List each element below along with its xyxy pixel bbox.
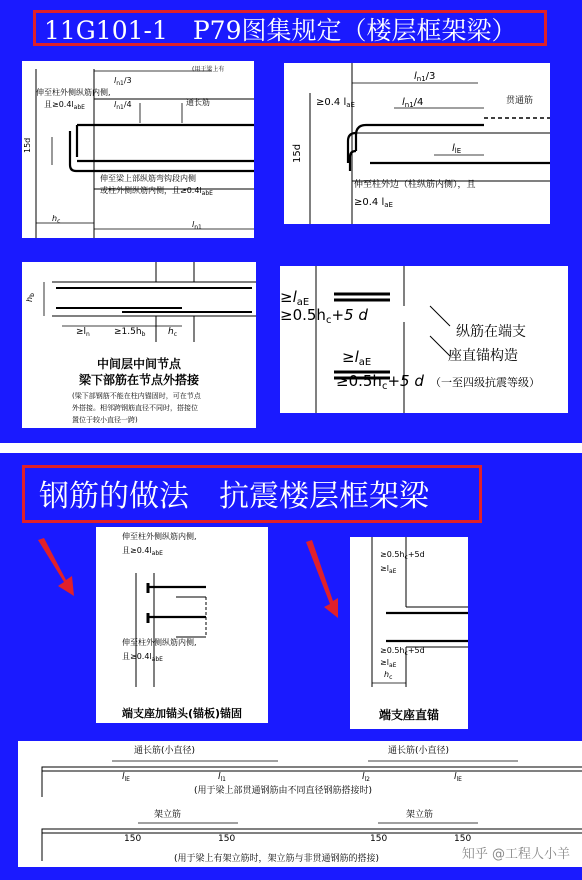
fig-c-geln: $\ge l_n$ xyxy=(76,327,90,338)
fig-g-l2: $l_{l1}$ xyxy=(218,772,226,783)
fig-e-bot1: 伸至柱外侧纵筋内侧, xyxy=(122,638,197,647)
slide-divider xyxy=(0,443,582,453)
fig-g-through-small1: 通长筋(小直径) xyxy=(134,746,196,756)
fig-a-bottom-note2: 或柱外侧纵筋内侧，且$\ge 0.4l_{abE}$ xyxy=(100,186,213,197)
figure-e-drawing xyxy=(96,527,268,723)
fig-f-b2: $\ge l_{aE}$ xyxy=(380,658,397,669)
fig-g-l4: $l_{lE}$ xyxy=(454,772,462,783)
fig-b-ln1-3: $l_{n1}/3$ xyxy=(414,71,436,83)
fig-c-note2: 外搭接。相邻跨钢筋直径不同时，搭接位 xyxy=(72,404,198,412)
fig-c-ge15: $\ge 1.5h_b$ xyxy=(114,327,146,338)
fig-b-through: 贯通筋 xyxy=(506,96,534,106)
fig-g-l3: $l_{l2}$ xyxy=(362,772,370,783)
fig-b-dim-15d: 15d xyxy=(292,143,303,163)
fig-c-caption2: 梁下部筋在节点外搭接 xyxy=(78,373,200,387)
fig-c-caption1: 中间层中间节点 xyxy=(96,357,182,371)
fig-f-b1: $\ge 0.5h_c+5d$ xyxy=(380,646,425,657)
fig-d-laE1: $\ge l_{aE}$ xyxy=(280,288,310,308)
figure-e-panel xyxy=(96,527,268,723)
watermark: 知乎 @工程人小羊 xyxy=(461,847,570,862)
fig-a-ln1: $l_{n1}$ xyxy=(192,220,202,231)
slide2-title: 钢筋的做法 抗震楼层框架梁 xyxy=(22,465,482,523)
fig-g-d150-3: 150 xyxy=(370,834,388,844)
fig-c-note3: 置位于较小直径一跨) xyxy=(72,416,138,424)
fig-e-caption: 端支座加锚头(锚板)锚固 xyxy=(121,707,243,720)
figure-b-panel xyxy=(284,63,550,224)
fig-g-through-small2: 通长筋(小直径) xyxy=(388,746,450,756)
fig-a-col-outer: 伸至柱外侧纵筋内侧, xyxy=(36,88,111,97)
red-arrow-right-icon xyxy=(302,540,342,620)
fig-a-dim-15d: 15d xyxy=(23,137,32,153)
fig-a-through-bar: 通长筋 xyxy=(186,98,210,107)
fig-e-top2: 且$\ge 0.4l_{abE}$ xyxy=(122,546,163,557)
figure-a-drawing xyxy=(22,61,254,238)
fig-a-la1-4: $l_{n1}/4$ xyxy=(114,100,132,111)
figure-d-drawing xyxy=(280,266,568,413)
fig-g-d150-4: 150 xyxy=(454,834,472,844)
fig-c-note1: (梁下部钢筋不能在柱内锚固时，可在节点 xyxy=(72,392,201,400)
figure-b-drawing xyxy=(284,63,550,224)
figure-c-drawing xyxy=(22,262,256,428)
fig-g-note1: (用于梁上部贯通钢筋由不同直径钢筋搭接时) xyxy=(194,786,373,796)
fig-e-bot2: 且$\ge 0.4l_{abE}$ xyxy=(122,652,163,663)
fig-f-t1: $\ge 0.5h_c+5d$ xyxy=(380,550,425,561)
fig-d-caption1: 纵筋在端支 xyxy=(456,324,526,340)
fig-a-la1-3: $l_{n1}/3$ xyxy=(114,76,132,87)
fig-b-note1: 伸至柱外边（柱纵筋内侧），且 xyxy=(354,180,476,190)
fig-g-erect1: 架立筋 xyxy=(154,810,182,820)
fig-b-labE: ≥0.4 $l_{aE}$ xyxy=(316,97,355,109)
fig-d-laE2: $\ge l_{aE}$ xyxy=(342,348,372,368)
fig-b-llE: $l_{lE}$ xyxy=(452,143,462,155)
fig-c-hb: $h_b$ xyxy=(25,293,36,302)
fig-b-ln1-4: $l_{n1}/4$ xyxy=(402,97,424,109)
figure-f-panel xyxy=(350,537,468,729)
fig-d-caption3: （一至四级抗震等级） xyxy=(430,376,540,389)
figure-a-panel xyxy=(22,61,254,238)
fig-g-d150-1: 150 xyxy=(124,834,142,844)
fig-a-bottom-note1: 伸至梁上部纵筋弯钩段内侧 xyxy=(100,174,196,183)
fig-g-l1: $l_{lE}$ xyxy=(122,772,130,783)
fig-d-half2: $\ge 0.5h_c+5$ d xyxy=(336,372,424,392)
figure-c-panel xyxy=(22,262,256,428)
fig-d-half1: $\ge 0.5h_c+5$ d xyxy=(280,306,368,326)
fig-a-note-top: (用于梁上有 xyxy=(192,66,225,73)
figure-f-drawing xyxy=(350,537,468,729)
fig-f-hc: $h_c$ xyxy=(384,670,393,681)
fig-a-col-outer2: 且$\ge 0.4l_{abE}$ xyxy=(44,100,85,111)
slide1-title: 11G101-1 P79图集规定（楼层框架梁） xyxy=(33,10,547,46)
fig-f-t2: $\ge l_{aE}$ xyxy=(380,564,397,575)
fig-f-caption: 端支座直锚 xyxy=(378,708,440,722)
fig-g-erect2: 架立筋 xyxy=(406,810,434,820)
fig-a-hc: $h_c$ xyxy=(52,214,61,225)
fig-d-caption2: 座直锚构造 xyxy=(448,348,518,364)
figure-d-panel xyxy=(280,266,568,413)
fig-g-d150-2: 150 xyxy=(218,834,236,844)
fig-c-hc: $h_c$ xyxy=(168,327,178,338)
red-arrow-left-icon xyxy=(36,538,76,598)
fig-e-top1: 伸至柱外侧纵筋内侧, xyxy=(122,532,197,541)
fig-g-note2: (用于梁上有架立筋时，架立筋与非贯通钢筋的搭接) xyxy=(174,854,380,864)
fig-b-note2: ≥0.4 $l_{aE}$ xyxy=(354,197,393,209)
